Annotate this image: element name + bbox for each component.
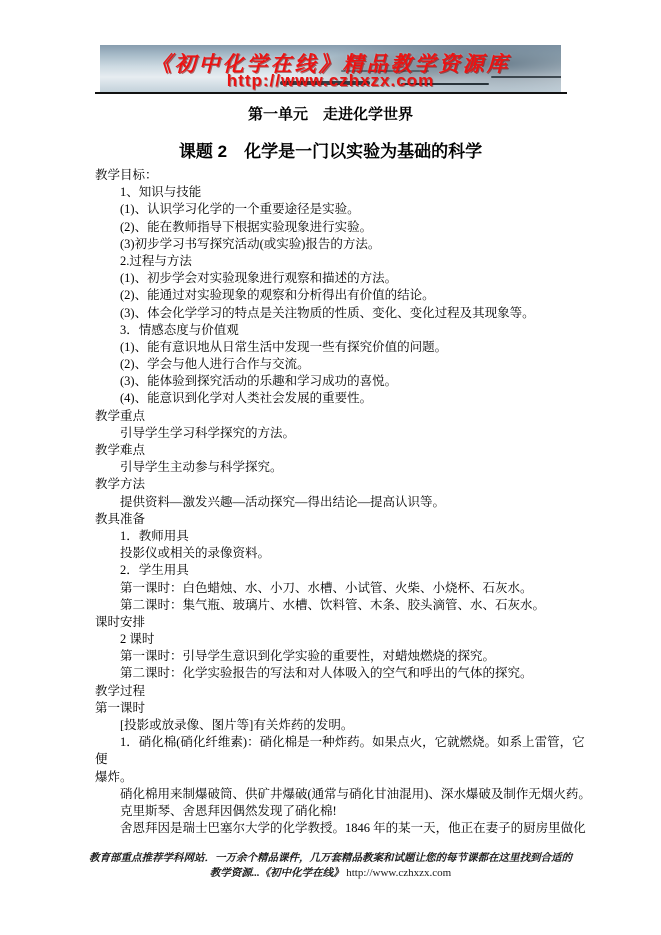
paragraph-line: (4)、能意识到化学对人类社会发展的重要性。	[120, 391, 373, 406]
paragraph-line: 提供资料—激发兴趣—活动探究—得出结论—提高认识等。	[120, 494, 446, 509]
paragraph-line: (2)、能在教师指导下根据实验现象进行实验。	[120, 219, 373, 234]
site-banner-image	[100, 45, 561, 92]
paragraph-line: 第一课时	[95, 700, 146, 715]
footer-promo-line2	[0, 866, 661, 881]
paragraph-line: 课时安排	[95, 614, 146, 629]
page-footer	[0, 851, 661, 881]
footer-promo-line2-text: 教学资源...《初中化学在线》	[209, 868, 344, 879]
paragraph-line: 第一课时：引导学生意识到化学实验的重要性，对蜡烛燃烧的探究。	[120, 649, 496, 664]
paragraph-line: (2)、能通过对实验现象的观察和分析得出有价值的结论。	[120, 288, 435, 303]
unit-title: 第一单元 走进化学世界	[247, 106, 413, 123]
header-divider-line	[95, 92, 567, 94]
paragraph-line: 第一课时：白色蜡烛、水、小刀、水槽、小试管、火柴、小烧杯、石灰水。	[120, 580, 533, 595]
paragraph-line: [投影或放录像、图片等]有关炸药的发明。	[120, 718, 354, 732]
paragraph-line: 1、知识与技能	[120, 185, 202, 200]
paragraph-line: (3)初步学习书写探究活动(或实验)报告的方法。	[120, 236, 381, 251]
paragraph-line: (1)、认识学习化学的一个重要途径是实验。	[120, 202, 360, 217]
paragraph-line: 1．硝化棉(硝化纤维素)：硝化棉是一种炸药。如果点火，它就燃烧。如系上雷管，它	[120, 735, 585, 750]
paragraph-line: (3)、体会化学学习的特点是关注物质的性质、变化、变化过程及其现象等。	[120, 305, 535, 320]
paragraph-line: 引导学生主动参与科学探究。	[120, 460, 283, 475]
lesson-title: 课题 2 化学是一门以实验为基础的科学	[178, 142, 483, 161]
paragraph-line: 教学难点	[95, 443, 146, 457]
paragraph-line: 教学目标：	[95, 168, 158, 182]
banner-site-url: http://www.czhxzx.com	[226, 71, 435, 90]
paragraph-line: 第二课时：化学实验报告的写法和对人体吸入的空气和呼出的气体的探究。	[120, 666, 533, 681]
paragraph-line: (1)、初步学会对实验现象进行观察和描述的方法。	[120, 271, 398, 286]
footer-site-url: http://www.czhxzx.com	[346, 867, 452, 879]
paragraph-line: (3)、能体验到探究活动的乐趣和学习成功的喜悦。	[120, 374, 398, 389]
paragraph-line: 引导学生学习科学探究的方法。	[120, 425, 296, 440]
paragraph-line: 2 课时	[120, 632, 155, 647]
footer-promo-line1: 教育部重点推荐学科网站．一万余个精品课件，几万套精品教案和试题让您的每节课都在这里找到合适的	[89, 853, 572, 864]
paragraph-line: 教学重点	[95, 408, 146, 423]
document-body	[95, 167, 591, 837]
paragraph-line: 3．情感态度与价值观	[120, 322, 239, 337]
paragraph-line: 硝化棉用来制爆破筒、供矿井爆破(通常与硝化甘油混用)、深水爆破及制作无烟火药。	[120, 786, 591, 801]
paragraph-line: (2)、学会与他人进行合作与交流。	[120, 357, 310, 372]
paragraph-line: 舍恩拜因是瑞士巴塞尔大学的化学教授。1846 年的某一天，他正在妻子的厨房里做化	[120, 821, 586, 836]
paragraph-line: 爆炸。	[95, 769, 133, 784]
paragraph-line: 克里斯琴、舍恩拜因偶然发现了硝化棉!	[120, 803, 337, 818]
paragraph-line: 教学过程	[95, 683, 146, 698]
paragraph-line: 便	[95, 752, 108, 767]
paragraph-line: 第二课时：集气瓶、玻璃片、水槽、饮料管、木条、胶头滴管、水、石灰水。	[120, 597, 546, 612]
paragraph-line: 2.过程与方法	[120, 253, 192, 268]
paragraph-line: 教具准备	[95, 511, 146, 526]
paragraph-line: 1．教师用具	[120, 528, 189, 543]
paragraph-line: 2．学生用具	[120, 563, 189, 578]
paragraph-line: 投影仪或相关的录像资料。	[120, 546, 271, 561]
banner-site-title: 《初中化学在线》精品教学资源库	[150, 52, 511, 76]
paragraph-line: 教学方法	[95, 477, 146, 492]
paragraph-line: (1)、能有意识地从日常生活中发现一些有探究价值的问题。	[120, 339, 448, 354]
